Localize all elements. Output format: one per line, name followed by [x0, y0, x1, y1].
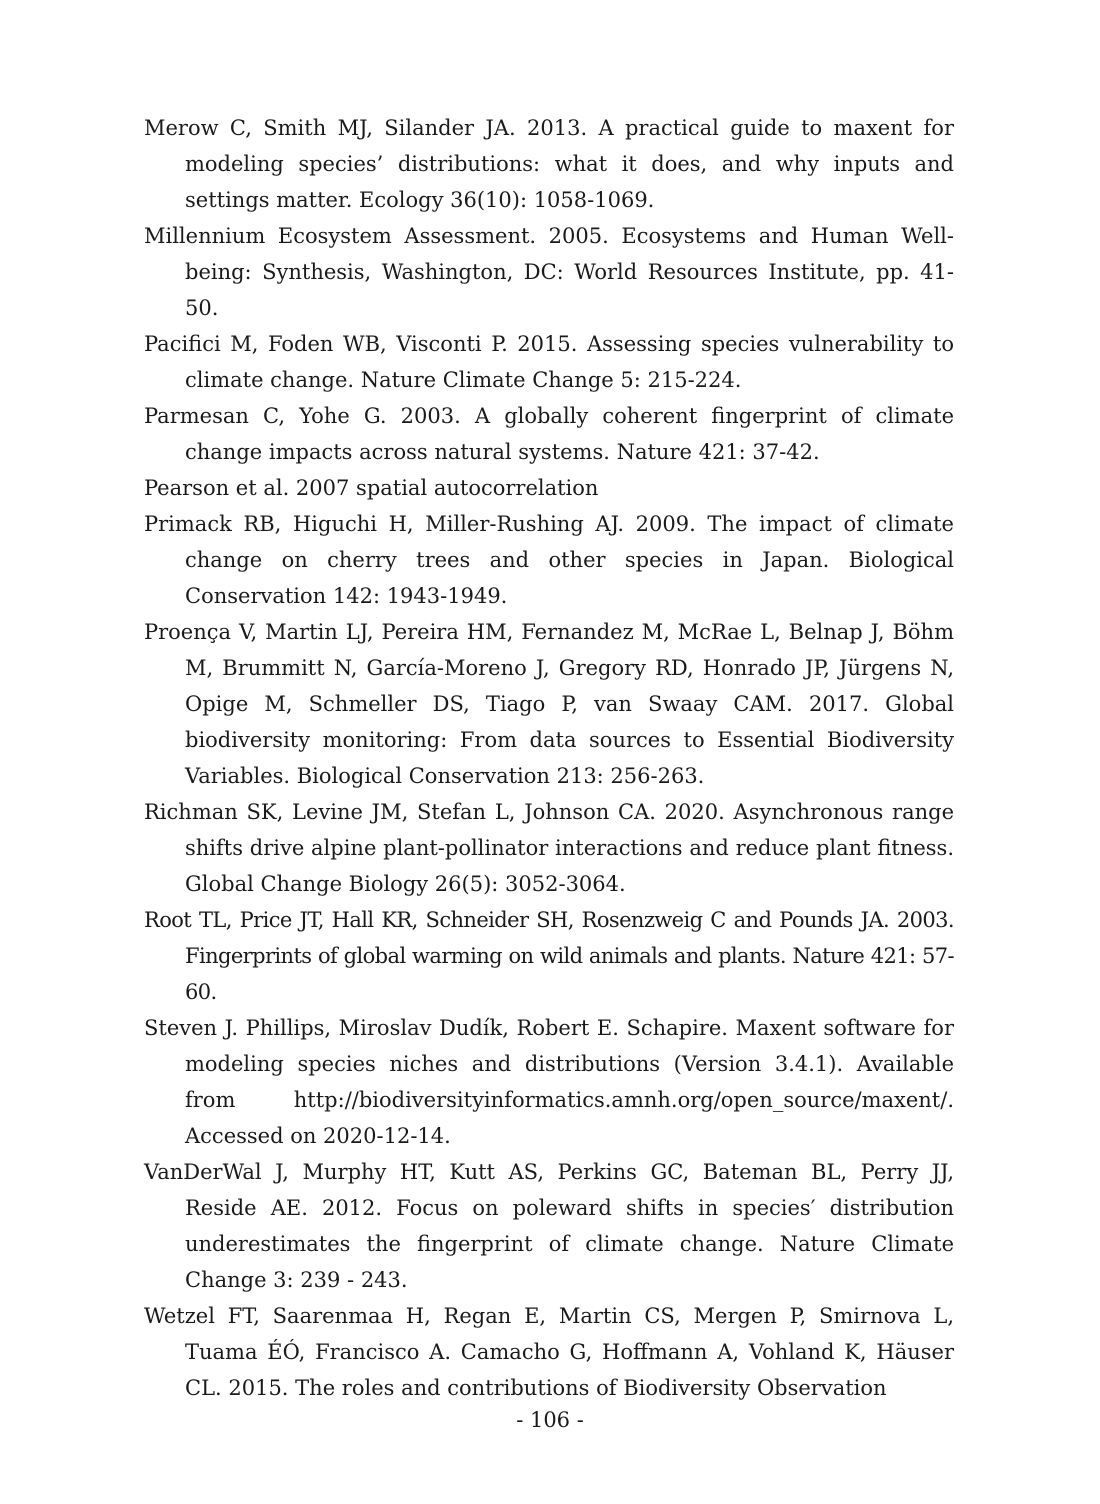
reference-entry: Root TL, Price JT, Hall KR, Schneider SH, Rosenzweig C and Pounds JA. 2003. Fingerprints of global warming on wild animals and plants. Nature 421: 57-60. [144, 908, 954, 1004]
reference-entry: Steven J. Phillips, Miroslav Dudík, Robert E. Schapire. Maxent software for modeling species niches and distributions (Version 3.4.1). Available from http://biodiversityinformatics.amnh.org/open_source/maxent/. Accessed on 2020-12-14. [144, 1016, 954, 1148]
reference-entry: VanDerWal J, Murphy HT, Kutt AS, Perkins GC, Bateman BL, Perry JJ, Reside AE. 2012. Focus on poleward shifts in species′ distribution underestimates the fingerprint of climate change. Nature Climate Change 3: 239 - 243. [144, 1160, 954, 1292]
reference-entry: Parmesan C, Yohe G. 2003. A globally coherent fingerprint of climate change impacts across natural systems. Nature 421: 37-42. [144, 404, 954, 464]
reference-entry: Pearson et al. 2007 spatial autocorrelation [144, 476, 599, 500]
reference-entry: Primack RB, Higuchi H, Miller-Rushing AJ. 2009. The impact of climate change on cherry trees and other species in Japan. Biological Conservation 142: 1943-1949. [144, 512, 954, 608]
reference-entry: Merow C, Smith MJ, Silander JA. 2013. A practical guide to maxent for modeling species’ distributions: what it does, and why inputs and settings matter. Ecology 36(10): 1058-1069. [144, 116, 954, 212]
reference-list [144, 110, 954, 1406]
page-number: - 106 - [516, 1408, 584, 1432]
reference-entry: Pacifici M, Foden WB, Visconti P. 2015. Assessing species vulnerability to climate change. Nature Climate Change 5: 215-224. [144, 332, 954, 392]
reference-entry: Wetzel FT, Saarenmaa H, Regan E, Martin CS, Mergen P, Smirnova L, Tuama ÉÓ, Francisco A. Camacho G, Hoffmann A, Vohland K, Häuser CL. 2015. The roles and contributions of Biodiversity Observation [144, 1304, 954, 1400]
reference-entry: Millennium Ecosystem Assessment. 2005. Ecosystems and Human Well-being: Synthesis, Washington, DC: World Resources Institute, pp. 41-50. [144, 224, 954, 320]
reference-entry: Richman SK, Levine JM, Stefan L, Johnson CA. 2020. Asynchronous range shifts drive alpine plant-pollinator interactions and reduce plant fitness. Global Change Biology 26(5): 3052-3064. [144, 800, 954, 896]
reference-entry: Proença V, Martin LJ, Pereira HM, Fernandez M, McRae L, Belnap J, Böhm M, Brummitt N, García-Moreno J, Gregory RD, Honrado JP, Jürgens N, Opige M, Schmeller DS, Tiago P, van Swaay CAM. 2017. Global biodiversity monitoring: From data sources to Essential Biodiversity Variables. Biological Conservation 213: 256-263. [144, 620, 954, 788]
